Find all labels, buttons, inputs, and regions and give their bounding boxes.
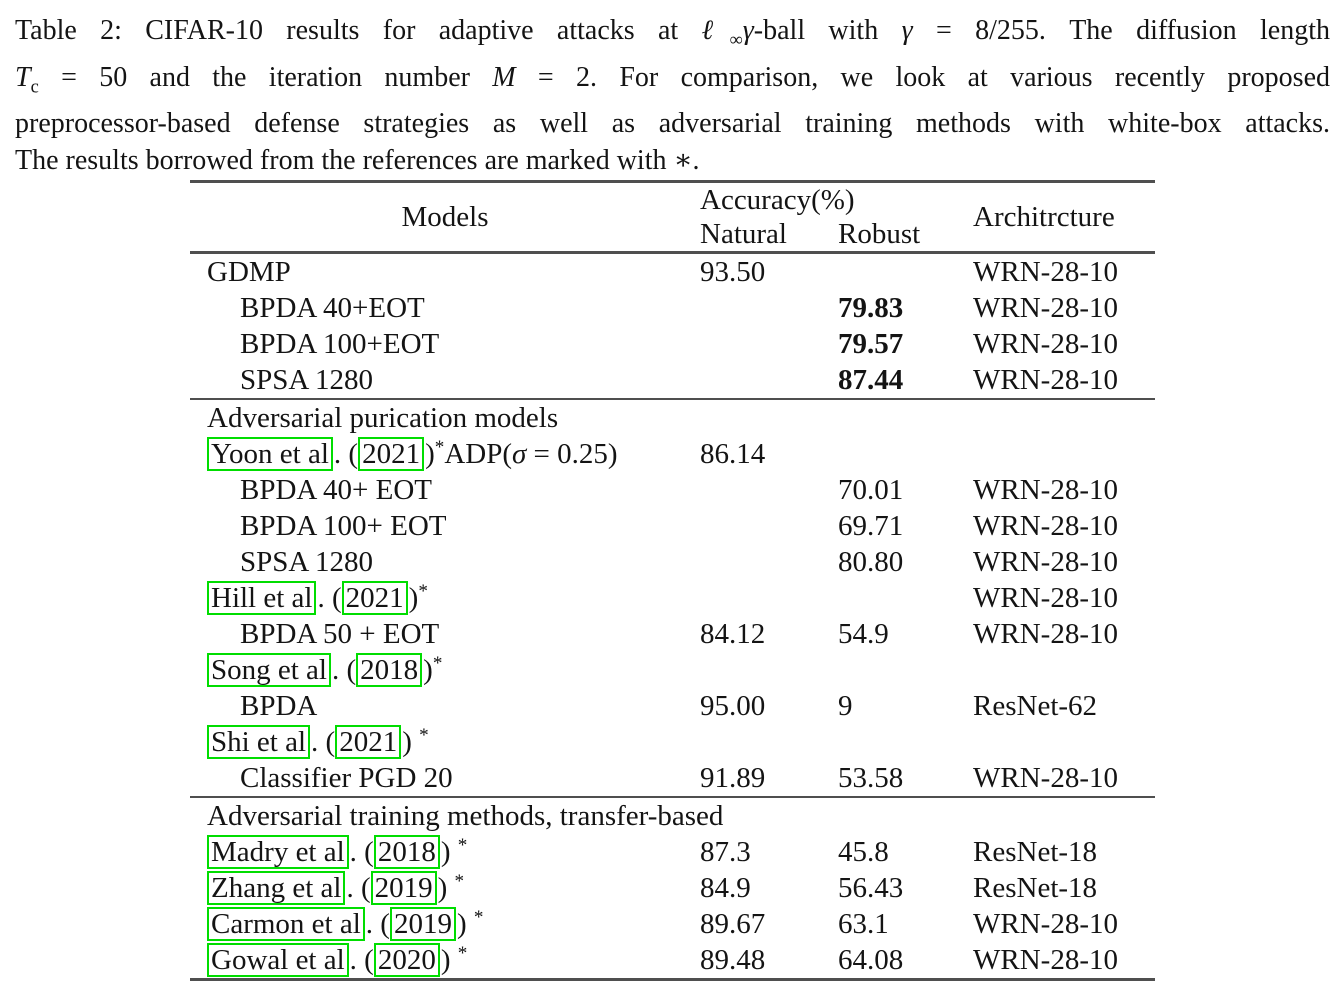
table-row (190, 906, 1155, 942)
architecture-cell: WRN-28-10 (973, 581, 1118, 614)
text-run: preprocessor-based defense strategies as well as adversarial training methods with white-box attacks. (15, 108, 1330, 140)
citation-link[interactable]: 2021 (342, 581, 408, 615)
text-run: BPDA (240, 689, 318, 722)
table-row (190, 472, 1155, 508)
superscript-asterisk: * (454, 870, 465, 892)
text-run: . ( (332, 653, 357, 686)
header-accuracy-group (700, 183, 970, 251)
table-header (190, 180, 1155, 254)
citation-link[interactable]: Zhang et al (207, 871, 345, 905)
text-run: ) (402, 725, 420, 758)
model-cell (190, 292, 700, 325)
table-row (190, 544, 1155, 580)
robust-accuracy-cell: 53.58 (838, 761, 904, 794)
table-section (190, 398, 1155, 796)
model-cell (190, 437, 700, 471)
text-run: . ( (346, 871, 371, 904)
table-row (190, 290, 1155, 326)
text-run: = 0.25) (526, 437, 618, 470)
section-label: Adversarial training methods, transfer-based (207, 800, 724, 832)
model-cell (190, 690, 700, 723)
natural-accuracy-cell: 95.00 (700, 689, 766, 722)
architecture-cell: ResNet-62 (973, 689, 1098, 722)
architecture-cell: WRN-28-10 (973, 545, 1118, 578)
text-run: GDMP (207, 255, 291, 288)
robust-accuracy-cell: 56.43 (838, 871, 904, 904)
citation-link[interactable]: Yoon et al (207, 437, 333, 471)
subscript: ∞ (729, 29, 743, 50)
caption-line (15, 142, 1330, 179)
header-architecture (970, 183, 1155, 251)
natural-accuracy-cell: 87.3 (700, 835, 751, 868)
text-run: BPDA 100+EOT (240, 327, 440, 360)
table-row (190, 616, 1155, 652)
math-italic: γ (742, 15, 754, 46)
text-run: = 2. For comparison, we look at various recently proposed (515, 61, 1330, 93)
text-run: . ( (333, 437, 359, 470)
robust-accuracy-cell: 63.1 (838, 907, 889, 940)
table-row (190, 942, 1155, 978)
model-cell (190, 618, 700, 651)
section-label: Adversarial purication models (207, 402, 559, 434)
robust-accuracy-cell: 69.71 (838, 509, 904, 542)
citation-link[interactable]: Song et al (207, 653, 331, 687)
text-run: = 50 and the iteration number (38, 61, 493, 93)
model-cell (190, 943, 700, 977)
text-run: ) (437, 871, 455, 904)
text-run: Classifier PGD 20 (240, 761, 453, 794)
text-run: SPSA 1280 (240, 545, 373, 578)
text-run: The results borrowed from the references are marked with ∗. (15, 145, 700, 177)
model-cell (190, 725, 700, 759)
model-cell (190, 871, 700, 905)
citation-link[interactable]: 2019 (371, 871, 437, 905)
citation-link[interactable]: 2021 (335, 725, 401, 759)
citation-link[interactable]: Carmon et al (207, 907, 365, 941)
architecture-cell: WRN-28-10 (973, 907, 1118, 940)
superscript-asterisk: * (457, 942, 468, 964)
text-run: Table 2: CIFAR-10 results for adaptive attacks at (15, 15, 702, 46)
architecture-cell: WRN-28-10 (973, 255, 1118, 288)
text-run: ) (440, 835, 458, 868)
table-bottom-rule (190, 978, 1155, 981)
citation-link[interactable]: 2018 (356, 653, 422, 687)
table-row (190, 760, 1155, 796)
superscript-asterisk: * (434, 436, 445, 458)
model-cell (190, 907, 700, 941)
model-cell (190, 364, 700, 397)
math-italic: σ (511, 437, 527, 470)
model-cell (190, 835, 700, 869)
natural-accuracy-cell: 84.12 (700, 617, 766, 650)
natural-accuracy-cell: 86.14 (700, 437, 766, 470)
text-run: ) (408, 581, 419, 614)
table-section (190, 796, 1155, 978)
table-row (190, 362, 1155, 398)
robust-accuracy-cell: 9 (838, 689, 853, 722)
table-row (190, 254, 1155, 290)
text-run: BPDA 50 + EOT (240, 617, 440, 650)
natural-accuracy-cell: 93.50 (700, 255, 766, 288)
robust-accuracy-cell: 45.8 (838, 835, 889, 868)
superscript-asterisk: * (432, 652, 443, 674)
citation-link[interactable]: 2019 (390, 907, 456, 941)
table-row (190, 834, 1155, 870)
subscript: c (30, 76, 39, 97)
robust-accuracy-cell: 64.08 (838, 943, 904, 976)
robust-accuracy-cell: 80.80 (838, 545, 904, 578)
robust-accuracy-cell: 54.9 (838, 617, 889, 650)
results-table (190, 180, 1155, 981)
natural-accuracy-cell: 91.89 (700, 761, 766, 794)
robust-accuracy-cell: 79.57 (838, 327, 904, 360)
text-run: ) (425, 437, 435, 470)
citation-link[interactable]: 2020 (374, 943, 440, 977)
architecture-cell: ResNet-18 (973, 871, 1098, 904)
table-row (190, 688, 1155, 724)
citation-link[interactable]: 2018 (374, 835, 440, 869)
table-body (190, 254, 1155, 978)
citation-link[interactable]: Gowal et al (207, 943, 349, 977)
table-row (190, 652, 1155, 688)
architecture-cell: WRN-28-10 (973, 291, 1118, 324)
text-run: BPDA 40+ EOT (240, 473, 432, 506)
architecture-cell: WRN-28-10 (973, 761, 1118, 794)
header-models-label: Models (401, 200, 489, 233)
table-row (190, 508, 1155, 544)
caption-line (15, 12, 1330, 59)
superscript-asterisk: * (418, 580, 428, 602)
table-row (190, 436, 1155, 472)
model-cell (190, 581, 700, 615)
text-run: . ( (349, 943, 374, 976)
text-run: . ( (317, 581, 342, 614)
natural-accuracy-cell: 89.48 (700, 943, 766, 976)
architecture-cell: WRN-28-10 (973, 617, 1118, 650)
table-row (190, 326, 1155, 362)
robust-accuracy-cell: 87.44 (838, 363, 904, 396)
header-accuracy-subcolumns (700, 217, 970, 251)
text-run: . ( (349, 835, 374, 868)
robust-accuracy-cell: 79.83 (838, 291, 904, 324)
natural-accuracy-cell: 84.9 (700, 871, 751, 904)
table-row (190, 870, 1155, 906)
header-models (190, 183, 700, 251)
table-row (190, 580, 1155, 616)
text-run: ) (456, 907, 474, 940)
citation-link[interactable]: Madry et al (207, 835, 349, 869)
header-natural-label: Natural (700, 218, 787, 250)
model-cell (190, 328, 700, 361)
robust-accuracy-cell: 70.01 (838, 473, 904, 506)
architecture-cell: WRN-28-10 (973, 473, 1118, 506)
text-run: = 8/255. The diffusion length (912, 15, 1330, 46)
natural-accuracy-cell: 89.67 (700, 907, 766, 940)
superscript-asterisk: * (473, 906, 484, 928)
model-cell (190, 474, 700, 507)
model-cell (190, 510, 700, 543)
table-row (190, 724, 1155, 760)
math-italic: M (492, 61, 516, 93)
architecture-cell: WRN-28-10 (973, 509, 1118, 542)
architecture-cell: WRN-28-10 (973, 327, 1118, 360)
text-run: ADP( (444, 437, 512, 470)
math-italic: T (15, 61, 31, 93)
table-section (190, 254, 1155, 398)
architecture-cell: WRN-28-10 (973, 943, 1118, 976)
superscript-asterisk: * (419, 724, 429, 746)
citation-link[interactable]: Hill et al (207, 581, 316, 615)
text-run: . ( (365, 907, 390, 940)
text-run: ) (423, 653, 433, 686)
math-italic: γ (901, 15, 913, 46)
model-cell (190, 256, 700, 289)
text-run: BPDA 100+ EOT (240, 509, 447, 542)
citation-link[interactable]: 2021 (358, 437, 424, 471)
text-run: SPSA 1280 (240, 363, 373, 396)
text-run: BPDA 40+EOT (240, 291, 425, 324)
caption-line (15, 59, 1330, 106)
math-italic: ℓ (701, 15, 730, 46)
header-architecture-label: Architrcture (973, 200, 1115, 233)
model-cell (190, 653, 700, 687)
model-cell (190, 762, 700, 795)
model-cell (190, 546, 700, 579)
citation-link[interactable]: Shi et al (207, 725, 310, 759)
architecture-cell: WRN-28-10 (973, 363, 1118, 396)
superscript-asterisk: * (457, 834, 468, 856)
text-run: -ball with (753, 15, 902, 46)
caption-line (15, 105, 1330, 142)
header-robust-label: Robust (838, 218, 921, 250)
text-run: . ( (311, 725, 336, 758)
architecture-cell: ResNet-18 (973, 835, 1098, 868)
header-accuracy-label: Accuracy(%) (700, 184, 855, 216)
text-run: ) (440, 943, 458, 976)
table-caption (15, 12, 1330, 179)
